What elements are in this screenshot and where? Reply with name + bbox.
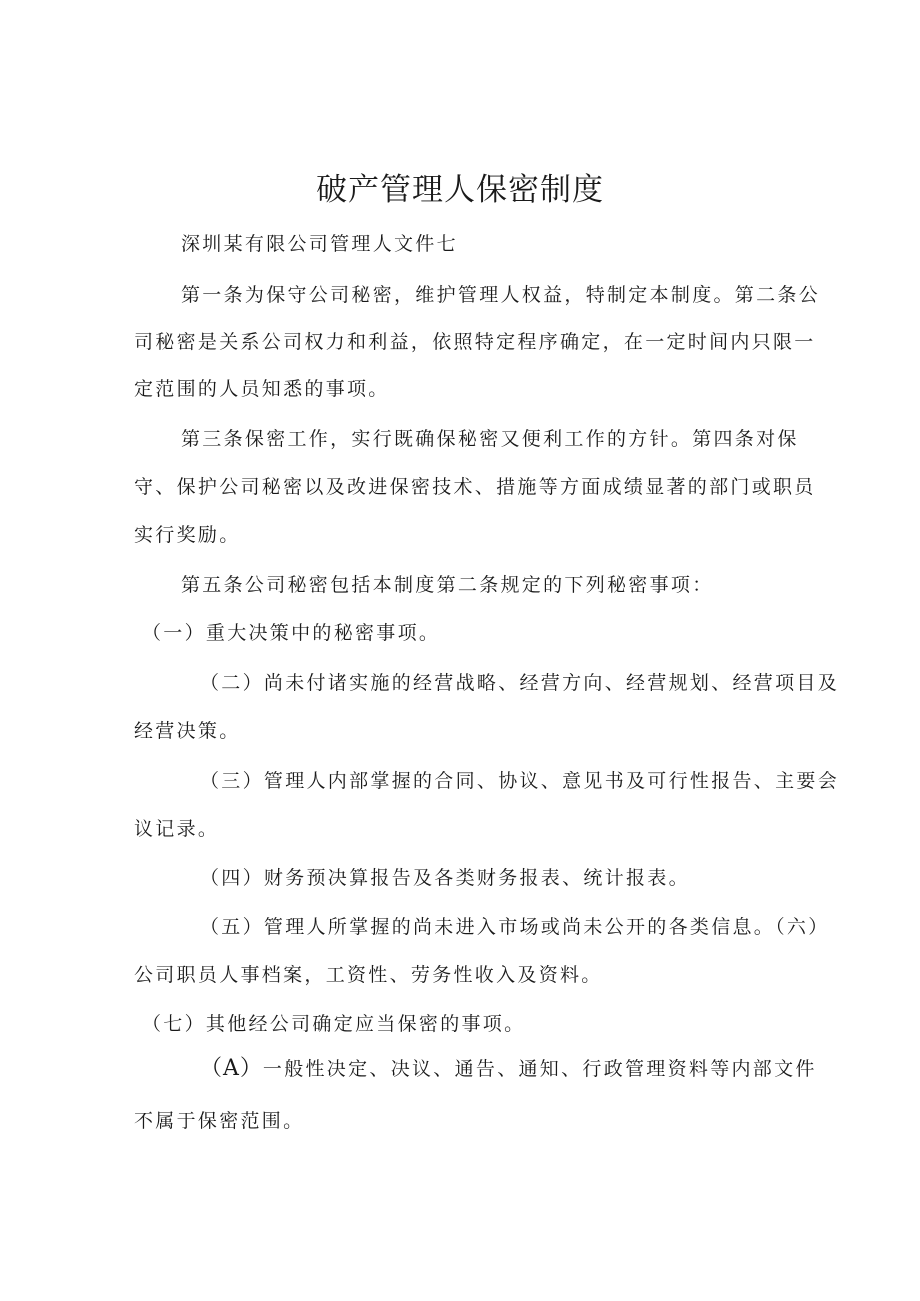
list-item: （三）管理人内部掌握的合同、协议、意见书及可行性报告、主要会 <box>200 770 840 792</box>
list-item: （四）财务预决算报告及各类财务报表、统计报表。 <box>200 867 690 889</box>
paragraph-line: 定范围的人员知悉的事项。 <box>134 378 390 400</box>
paragraph-line: 第一条为保守公司秘密，维护管理人权益，特制定本制度。第二条公 <box>181 284 821 306</box>
item-a-mark: （A） <box>200 1056 263 1081</box>
list-item: （一）重大决策中的秘密事项。 <box>142 622 441 644</box>
list-item: （七）其他经公司确定应当保密的事项。 <box>142 1013 526 1035</box>
paragraph-line: 第五条公司秘密包括本制度第二条规定的下列秘密事项： <box>181 574 714 596</box>
list-item: （五）管理人所掌握的尚未进入市场或尚未公开的各类信息。（六） <box>200 916 830 938</box>
list-item-continuation: 经营决策。 <box>134 720 241 742</box>
document-title: 破产管理人保密制度 <box>316 172 604 208</box>
paragraph-line: 司秘密是关系公司权力和利益，依照特定程序确定，在一定时间内只限一 <box>134 331 816 353</box>
document-subtitle: 深圳某有限公司管理人文件七 <box>181 233 458 255</box>
paragraph-line: 第三条保密工作，实行既确保秘密又便利工作的方针。第四条对保 <box>181 428 799 450</box>
paragraph-line: 实行奖励。 <box>134 524 241 546</box>
item-a <box>200 1056 817 1082</box>
list-item-continuation: 议记录。 <box>134 818 220 840</box>
item-a-continuation: 不属于保密范围。 <box>134 1110 305 1132</box>
item-a-text: 一般性决定、决议、通告、通知、行政管理资料等内部文件 <box>262 1058 817 1080</box>
paragraph-line: 守、保护公司秘密以及改进保密技术、措施等方面成绩显著的部门或职员 <box>134 476 816 498</box>
list-item-continuation: 公司职员人事档案，工资性、劳务性收入及资料。 <box>134 964 603 986</box>
list-item: （二）尚未付诸实施的经营战略、经营方向、经营规划、经营项目及 <box>200 672 840 694</box>
